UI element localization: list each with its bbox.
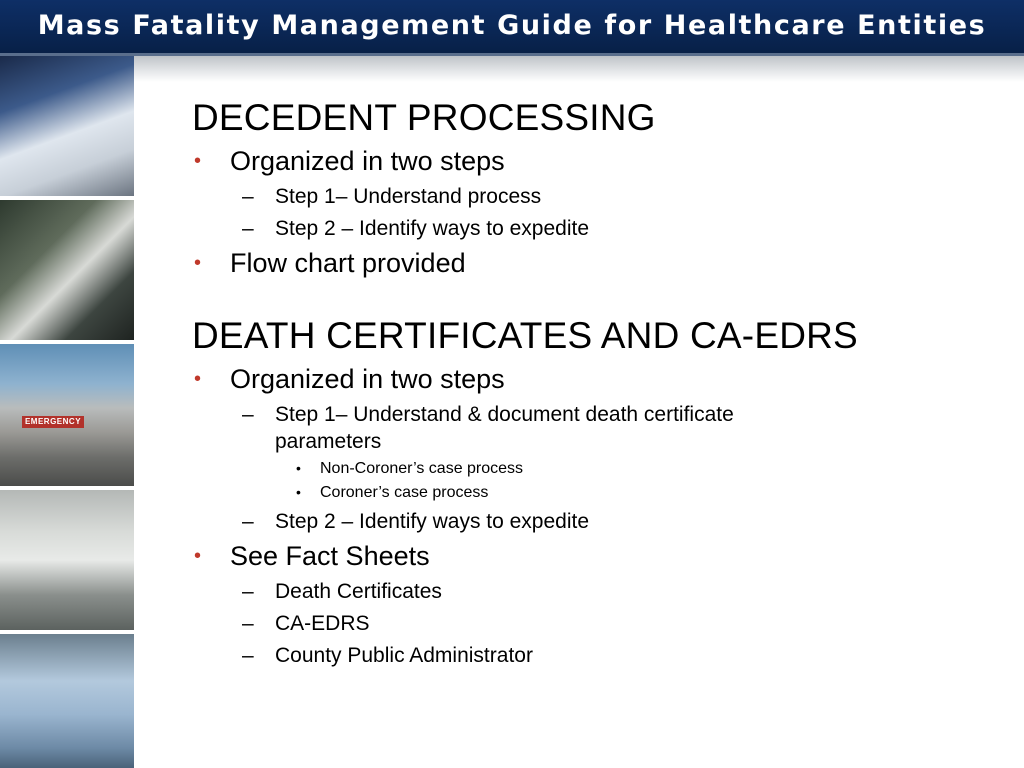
dash-icon: – — [242, 403, 254, 426]
bullet-icon: • — [296, 460, 301, 476]
slide-content — [192, 96, 992, 669]
bullet-icon: • — [194, 545, 202, 567]
hospital-emergency-photo — [0, 344, 134, 486]
dash-icon: – — [242, 217, 254, 240]
sub-list-item: – Step 2 – Identify ways to expedite — [242, 510, 590, 533]
photo-strip — [0, 56, 134, 768]
dash-icon: – — [242, 510, 254, 533]
sub-list-item: – Step 1– Understand process — [242, 185, 542, 208]
sub-list-item: – Step 2 – Identify ways to expedite — [242, 217, 590, 240]
list-item: • Organized in two steps — [194, 146, 505, 176]
sub-list-item: – Death Certificates — [242, 580, 442, 603]
sub-sub-list-item: • Non-Coroner’s case process — [296, 460, 524, 477]
morgue-gurneys-photo — [0, 490, 134, 630]
slide-header — [0, 0, 1024, 56]
dash-icon: – — [242, 644, 254, 667]
list-item: • Flow chart provided — [194, 248, 466, 278]
header-shadow-band — [134, 56, 1024, 82]
list-item: • See Fact Sheets — [194, 541, 430, 571]
bullet-icon: • — [194, 252, 202, 274]
section-heading: DEATH CERTIFICATES AND CA-EDRS — [192, 315, 858, 356]
bullet-icon: • — [194, 150, 202, 172]
sub-list-item: – County Public Administrator — [242, 644, 533, 667]
bullet-icon: • — [194, 368, 202, 390]
emergency-sign: EMERGENCY — [22, 416, 84, 428]
dash-icon: – — [242, 580, 254, 603]
ambulance-photo — [0, 56, 134, 196]
section-heading: DECEDENT PROCESSING — [192, 97, 656, 138]
sub-sub-list-item: • Coroner’s case process — [296, 484, 489, 501]
sub-list-item: – Step 1– Understand & document death certificate parameters — [242, 403, 734, 453]
body-bags-responders-photo — [0, 200, 134, 340]
medical-staff-photo — [0, 634, 134, 768]
dash-icon: – — [242, 185, 254, 208]
list-item: • Organized in two steps — [194, 364, 505, 394]
sub-list-item: – CA-EDRS — [242, 612, 370, 635]
bullet-icon: • — [296, 484, 301, 500]
slide-title: Mass Fatality Management Guide for Healthcare Entities — [37, 10, 987, 41]
dash-icon: – — [242, 612, 254, 635]
